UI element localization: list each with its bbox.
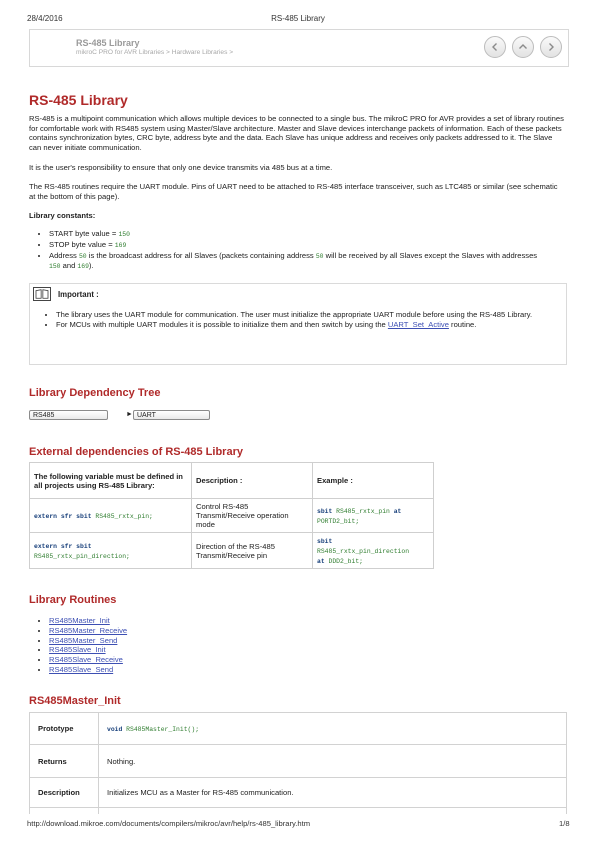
routine-link[interactable]: RS485Slave_Receive — [49, 655, 123, 665]
print-page-number: 1/8 — [559, 819, 570, 828]
routine-detail-heading: RS485Master_Init — [29, 695, 121, 707]
table-cell: Initializes MCU as a Master for RS-485 communication. — [99, 778, 567, 808]
table-cell: Nothing. — [99, 745, 567, 778]
responsibility-paragraph: It is the user's responsibility to ensure that only one device transmits via 485 bus at a time. — [29, 163, 333, 172]
table-cell: Returns — [30, 745, 99, 778]
table-cell: extern sfr sbit RS485_rxtx_pin; — [30, 499, 192, 533]
constants-heading: Library constants: — [29, 211, 96, 220]
routine-link[interactable]: RS485Master_Send — [49, 635, 118, 645]
uart-note-paragraph: The RS-485 routines require the UART module. Pins of UART need to be attached to RS-485 interface transceiver, such as LTC485 or similar (see schematic at the bottom of this page). — [29, 182, 558, 201]
list-item: • STOP byte value = 169 — [49, 240, 549, 251]
routine-link[interactable]: RS485Master_Init — [49, 616, 110, 625]
tree-node-uart[interactable]: UART — [133, 410, 210, 420]
top-navigation-bar — [29, 29, 569, 67]
print-date: 28/4/2016 — [27, 14, 63, 23]
book-icon — [33, 287, 51, 301]
chevron-right-icon — [545, 41, 557, 53]
routines-heading: Library Routines — [29, 594, 117, 606]
table-cell: Prototype — [30, 713, 99, 745]
chevron-up-icon — [517, 41, 529, 53]
list-item: • The library uses the UART module for communication. The user must initialize the appropriate UART module before using the RS-485 Library. — [56, 310, 546, 320]
uart-set-active-link[interactable]: UART_Set_Active — [387, 319, 449, 329]
list-item — [49, 645, 127, 655]
table-cell: Control RS-485 Transmit/Receive operation mode — [192, 499, 313, 533]
list-item — [49, 626, 127, 636]
routine-link[interactable]: RS485Slave_Send — [49, 664, 114, 674]
table-header: The following variable must be defined in all projects using RS-485 Library: — [30, 463, 192, 499]
arrow-right-icon: ► — [126, 411, 133, 418]
page-title: RS-485 Library — [29, 92, 128, 108]
forward-button[interactable] — [540, 36, 562, 58]
list-item — [49, 665, 127, 675]
back-button[interactable] — [484, 36, 506, 58]
table-cell: sbit RS485_rxtx_pin_direction at DDD2_bit; — [313, 533, 434, 569]
table-cell: Direction of the RS-485 Transmit/Receive pin — [192, 533, 313, 569]
table-row — [30, 499, 434, 533]
chevron-left-icon — [489, 41, 501, 53]
up-button[interactable] — [512, 36, 534, 58]
external-deps-heading: External dependencies of RS-485 Library — [29, 446, 243, 458]
routine-link[interactable]: RS485Slave_Init — [49, 645, 106, 655]
topbar-title: RS-485 Library — [76, 38, 140, 48]
list-item: • For MCUs with multiple UART modules it is possible to initialize them and then switch by using the UART_Set_Active routine. — [56, 320, 546, 330]
constants-list — [29, 229, 549, 272]
list-item — [49, 636, 127, 646]
list-item — [49, 616, 127, 626]
routines-list — [29, 616, 127, 675]
routine-detail-table — [29, 712, 567, 828]
table-header-row — [30, 463, 434, 499]
breadcrumb[interactable]: mikroC PRO for AVR Libraries > Hardware Libraries > — [76, 49, 234, 56]
dependency-tree-heading: Library Dependency Tree — [29, 387, 161, 399]
table-cell: sbit RS485_rxtx_pin at PORTD2_bit; — [313, 499, 434, 533]
external-deps-table — [29, 462, 434, 569]
print-footer — [0, 814, 596, 843]
list-item — [49, 655, 127, 665]
tree-node-rs485[interactable]: RS485 — [29, 410, 108, 420]
intro-paragraph: RS-485 is a multipoint communication which allows multiple devices to be connected to a single bus. The mikroC PRO for AVR provides a set of library routines for comfortable work with RS485 system using Master/Slave architecture. Master and Slave devices interchange packets of information. Each of these packets contains synchronization bytes, CRC byte, address byte and the data. Each Slave has unique address and receives only packets addressed to it. The Slave can never initiate communication. — [29, 114, 564, 152]
list-item: • START byte value = 150 — [49, 229, 549, 240]
table-header: Description : — [192, 463, 313, 499]
table-row — [30, 778, 567, 808]
print-url: http://download.mikroe.com/documents/compilers/mikroc/avr/help/rs-485_library.htm — [27, 819, 311, 828]
routine-link[interactable]: RS485Master_Receive — [49, 625, 128, 635]
table-cell: void RS485Master_Init(); — [99, 713, 567, 745]
table-row — [30, 745, 567, 778]
table-row — [30, 713, 567, 745]
table-header: Example : — [313, 463, 434, 499]
list-item: • Address 50 is the broadcast address for all Slaves (packets containing address 50 will be received by all Slaves except the Slaves with addresses 150 and 169). — [49, 251, 549, 273]
important-note-box — [29, 283, 567, 365]
table-row — [30, 533, 434, 569]
table-cell: Description — [30, 778, 99, 808]
print-title: RS-485 Library — [271, 14, 325, 23]
table-cell: extern sfr sbit RS485_rxtx_pin_direction; — [30, 533, 192, 569]
important-label: Important : — [58, 290, 99, 299]
